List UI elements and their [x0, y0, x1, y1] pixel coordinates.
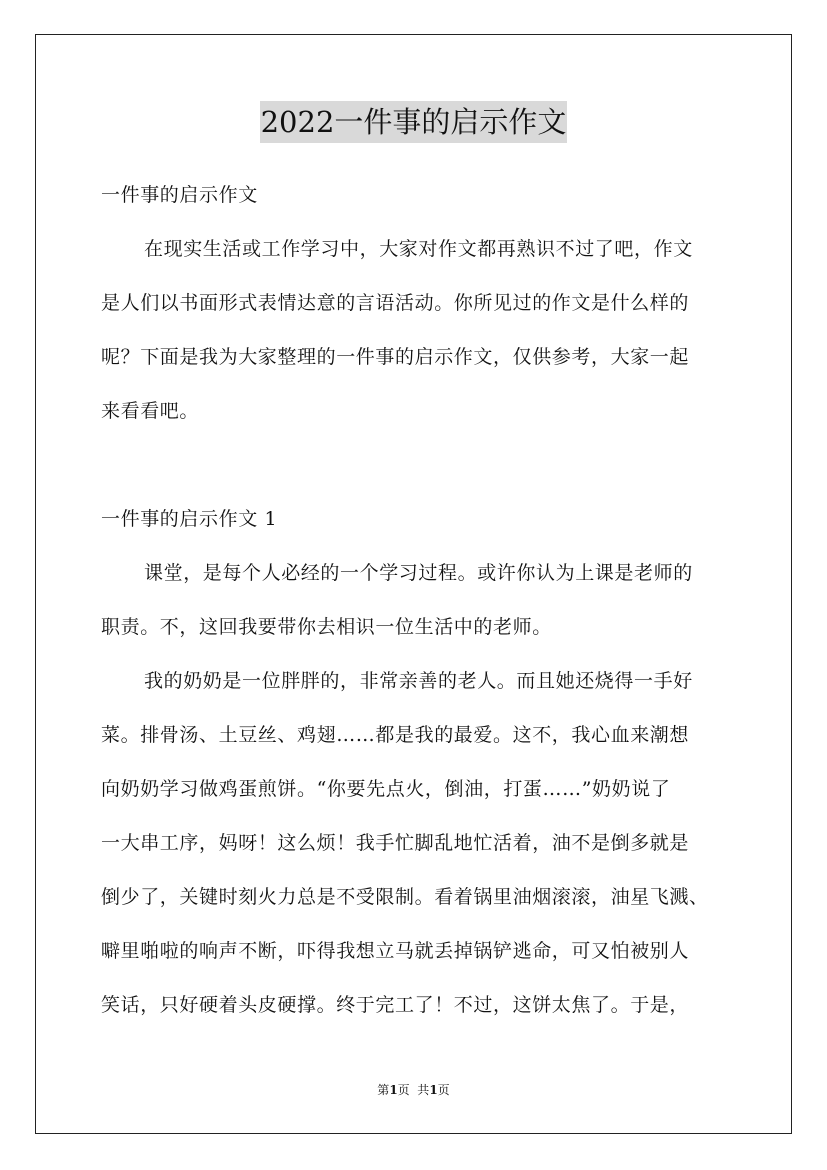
document-title: 2022一件事的启示作文	[260, 101, 568, 143]
footer-page-prefix: 第	[377, 1083, 390, 1097]
intro-line-4: 来看看吧。	[101, 400, 200, 422]
heading: 一件事的启示作文	[101, 184, 258, 206]
para2-line-5: 倒少了，关键时刻火力总是不受限制。看着锅里油烟滚滚，油星飞溅、	[101, 886, 709, 908]
para2-line-7: 笑话，只好硬着头皮硬撑。终于完工了！不过，这饼太焦了。于是，	[101, 994, 690, 1016]
footer-page-number: 1	[389, 1083, 398, 1097]
footer-page-total: 1	[429, 1083, 438, 1097]
para2-line-6: 噼里啪啦的响声不断，吓得我想立马就丢掉锅铲逃命，可又怕被别人	[101, 940, 690, 962]
para2-line-1: 我的奶奶是一位胖胖的，非常亲善的老人。而且她还烧得一手好	[144, 670, 693, 692]
footer-page-mid: 页 共	[397, 1083, 430, 1097]
intro-line-3: 呢？下面是我为大家整理的一件事的启示作文，仅供参考，大家一起	[101, 346, 690, 368]
title-container	[0, 101, 827, 143]
intro-line-2: 是人们以书面形式表情达意的言语活动。你所见过的作文是什么样的	[101, 292, 690, 314]
para1-line-2: 职责。不，这回我要带你去相识一位生活中的老师。	[101, 616, 552, 638]
footer-page-suffix: 页	[437, 1083, 450, 1097]
para2-line-3: 向奶奶学习做鸡蛋煎饼。“你要先点火，倒油，打蛋……”奶奶说了	[101, 778, 671, 800]
page-footer	[0, 1082, 827, 1098]
para2-line-2: 菜。排骨汤、土豆丝、鸡翅……都是我的最爱。这不，我心血来潮想	[101, 724, 690, 746]
intro-line-1: 在现实生活或工作学习中，大家对作文都再熟识不过了吧，作文	[144, 238, 693, 260]
section-heading: 一件事的启示作文 1	[101, 508, 278, 530]
para2-line-4: 一大串工序，妈呀！这么烦！我手忙脚乱地忙活着，油不是倒多就是	[101, 832, 690, 854]
para1-line-1: 课堂，是每个人必经的一个学习过程。或许你认为上课是老师的	[144, 562, 693, 584]
